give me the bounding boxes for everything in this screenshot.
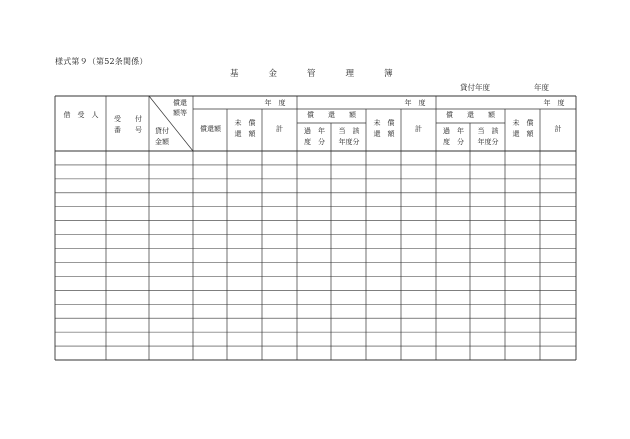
g2-unpaid-header-1: 未 償 <box>373 119 395 127</box>
g2-current-header-1: 当 該 <box>338 127 360 135</box>
g2-total-header: 計 <box>415 125 422 133</box>
g3-current-header-2: 年度分 <box>477 138 499 146</box>
g3-past-header-2: 度 分 <box>443 138 464 146</box>
g2-current-header-2: 年度分 <box>338 138 360 146</box>
g3-current-header-1: 当 該 <box>477 127 499 135</box>
year-label-1: 年 度 <box>264 99 286 107</box>
g3-past-header-1: 過 年 <box>443 127 464 135</box>
g2-past-header-1: 過 年 <box>304 127 325 135</box>
title-char: 簿 <box>384 69 393 79</box>
repayment-diag-label-1: 償還 <box>173 99 187 107</box>
loan-year-suffix: 年度 <box>534 83 549 92</box>
g1-unpaid-header-2: 還 額 <box>234 130 256 138</box>
form-number: 様式第９（第52条関係） <box>55 57 148 66</box>
g3-repayment-header: 償 還 額 <box>446 111 495 119</box>
loan-amount-diag-label-1: 貸付 <box>155 127 169 135</box>
g3-unpaid-header-2: 還 額 <box>512 130 534 138</box>
year-label-2: 年 度 <box>404 99 426 107</box>
title-char: 基 <box>230 69 239 79</box>
title-char: 管 <box>307 69 316 79</box>
receipt-number-header-bottom: 番 号 <box>114 126 142 134</box>
g3-unpaid-header-1: 未 償 <box>512 119 534 127</box>
g1-total-header: 計 <box>276 125 283 133</box>
receipt-number-header-top: 受 付 <box>114 115 142 123</box>
g2-repayment-header: 償 還 額 <box>307 111 356 119</box>
g1-unpaid-header-1: 未 償 <box>234 119 256 127</box>
loan-year-label: 貸付年度 <box>460 83 490 92</box>
g2-past-header-2: 度 分 <box>304 138 325 146</box>
g2-unpaid-header-2: 還 額 <box>373 130 395 138</box>
repayment-diag-label-2: 額等 <box>173 109 187 117</box>
borrower-header: 借 受 人 <box>63 111 99 119</box>
year-label-3: 年 度 <box>543 99 565 107</box>
title-char: 理 <box>345 69 355 79</box>
loan-amount-diag-label-2: 金額 <box>155 138 169 146</box>
title-char: 金 <box>268 69 278 79</box>
g1-repaid-header: 償還額 <box>200 125 221 133</box>
g3-total-header: 計 <box>554 125 562 133</box>
